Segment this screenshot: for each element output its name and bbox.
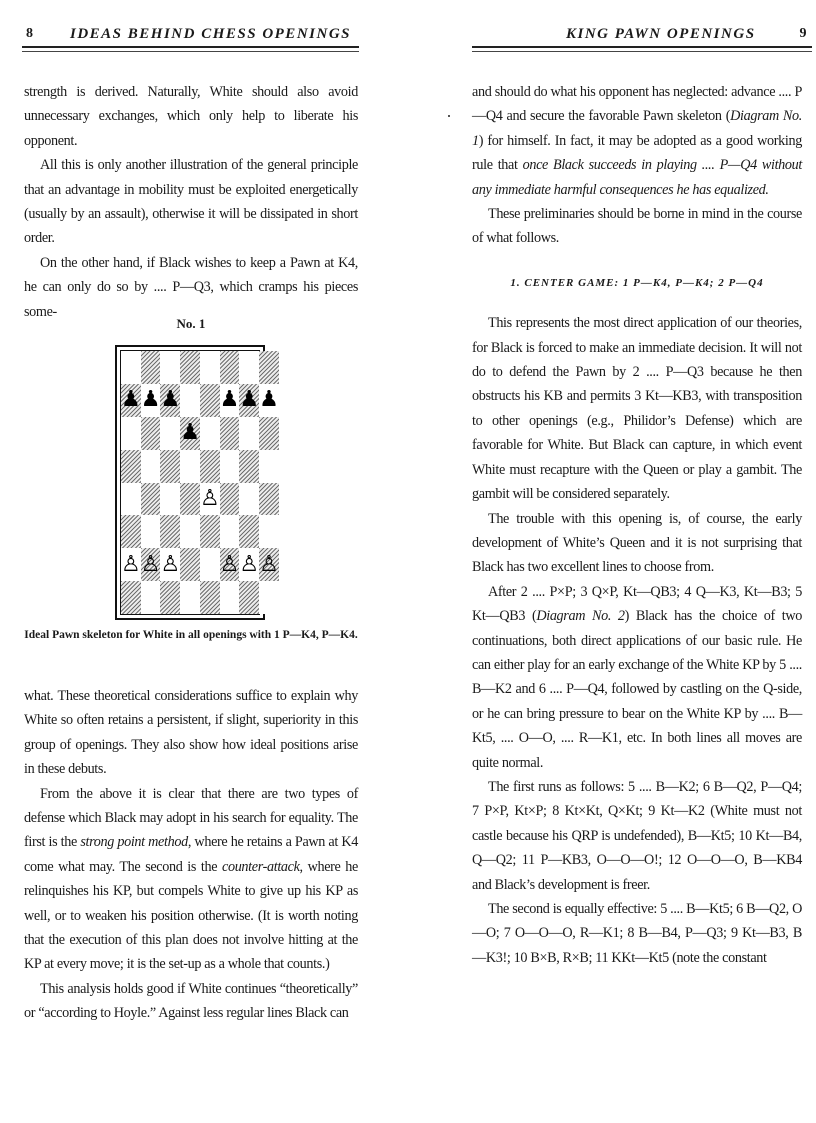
board-square (200, 483, 220, 516)
italic-text: counter-attack (222, 858, 300, 875)
board-square (141, 384, 161, 417)
italic-text: strong point method (80, 834, 188, 851)
board-square (259, 384, 279, 417)
board-square (220, 515, 240, 548)
board-square (220, 384, 240, 417)
board-square (180, 384, 200, 417)
white-pawn-icon: ♙ (140, 551, 161, 577)
board-square (121, 351, 141, 384)
board-square (121, 384, 141, 417)
board-square (239, 581, 259, 614)
paragraph: On the other hand, if Black wishes to keep a Pawn at K4, he can only do so by .... P—Q3, which cramps his pieces some- (24, 254, 358, 320)
board-square (259, 450, 279, 483)
paragraph (472, 202, 802, 251)
board-square (220, 581, 240, 614)
board-square (200, 351, 220, 384)
white-pawn-icon: ♙ (160, 551, 181, 577)
board-square (259, 351, 279, 384)
running-head-title: IDEAS BEHIND CHESS OPENINGS (70, 26, 351, 42)
running-head (22, 24, 359, 48)
board-square (200, 384, 220, 417)
paragraph-group (472, 80, 802, 251)
board-square (239, 384, 259, 417)
text-run: The trouble with this opening is, of course, the early development of White’s Queen and it is not surprising that Black has two excellent lines to choose from. (472, 510, 802, 576)
paragraph (472, 507, 802, 580)
board-square (180, 581, 200, 614)
board-square (220, 483, 240, 516)
text-run: , where he retains a Pawn at K4 come what may. The second is the (24, 834, 358, 875)
text-run: From the above it is clear that there are two types of defense which Black may adopt in his search for equality. The first is the (24, 785, 358, 851)
paragraph (24, 782, 358, 977)
board-square (200, 581, 220, 614)
board-square (239, 417, 259, 450)
black-pawn-icon: ♟ (121, 387, 141, 413)
board-square (239, 548, 259, 581)
board-square (160, 384, 180, 417)
board-square (121, 515, 141, 548)
board-square (259, 417, 279, 450)
italic-text: Diagram No. 2 (536, 608, 625, 625)
paragraph (24, 977, 358, 1026)
white-pawn-icon: ♙ (239, 551, 260, 577)
board-square (141, 515, 161, 548)
board-square (121, 483, 141, 516)
section-heading: 1. CENTER GAME: 1 P—K4, P—K4; 2 P—Q4 (510, 276, 764, 289)
diagram-caption: Ideal Pawn skeleton for White in all openings with 1 P—K4, P—K4. (24, 629, 358, 641)
board-square (160, 515, 180, 548)
body-text-bottom (24, 684, 358, 1026)
board-square (121, 417, 141, 450)
text-run: The first runs as follows: 5 .... B—K2; 6 B—Q2, P—Q4; 7 P×P, Kt×P; 8 Kt×Kt, Q×Kt; 9 Kt—K2 (White must not castle because his QRP is undefended), B—Kt5; 10 Kt—B4, Q—Q2; 11 P—KB3, O—O—O!; 12 O—O—O, B—KB4 and Black’s development is freer. (472, 778, 802, 893)
board-square (160, 483, 180, 516)
paragraph: strength is derived. Naturally, White should also avoid unnecessary exchanges, which only help to liberate his opponent. (24, 84, 358, 149)
board-square (141, 417, 161, 450)
paragraph (472, 897, 802, 970)
board-square (220, 548, 240, 581)
board-square (180, 417, 200, 450)
board-square (239, 351, 259, 384)
chess-board (120, 350, 279, 615)
board-square (160, 351, 180, 384)
board-square (160, 417, 180, 450)
chess-diagram (115, 345, 279, 620)
board-square (259, 581, 279, 614)
text-run: ) Black has the choice of two continuations, both direct applications of our basic rule. He can either play for an early exchange of the White KP by 5 .... B—K2 and 6 .... P—Q4, followed by castling on the Q-side, or he can bring pressure to bear on the White KP by .... B—Kt5, .... O—O, .... R—K1, etc. In both lines all moves are quite normal. (472, 608, 802, 771)
text-run: The second is equally effective: 5 .... B—Kt5; 6 B—Q2, O—O; 7 O—O—O, R—K1; 8 B—B4, P—Q3; 9 Kt—B3, B—K3!; 10 B×B, R×B; 11 KKt—Kt5 (note the constant (472, 901, 802, 966)
board-square (259, 483, 279, 516)
paragraph-group (472, 311, 802, 970)
italic-text: Diagram No. 1 (472, 108, 802, 149)
paragraph (472, 775, 802, 897)
board-square (200, 450, 220, 483)
black-pawn-icon: ♟ (140, 387, 161, 413)
white-pawn-icon: ♙ (219, 551, 240, 577)
text-run: what. These theoretical considerations suffice to explain why White so often retains a persistent, if slight, superiority in this group of openings. They also show how ideal positions arise in these debuts. (24, 688, 358, 778)
page-number: 8 (26, 26, 35, 41)
board-square (121, 548, 141, 581)
diagram-label: No. 1 (176, 316, 206, 331)
board-square (200, 515, 220, 548)
board-square (180, 483, 200, 516)
black-pawn-icon: ♟ (160, 387, 181, 413)
white-pawn-icon: ♙ (199, 485, 220, 511)
white-pawn-icon: ♙ (121, 551, 141, 577)
text-run: After 2 .... P×P; 3 Q×P, Kt—QB3; 4 Q—K3, Kt—B3; 5 Kt—QB3 ( (472, 583, 802, 625)
board-square (180, 515, 200, 548)
white-pawn-icon: ♙ (259, 551, 279, 577)
black-pawn-icon: ♟ (239, 387, 260, 413)
board-square (141, 581, 161, 614)
board-square (180, 351, 200, 384)
board-square (220, 351, 240, 384)
running-head (472, 24, 812, 48)
page-number: 9 (799, 26, 808, 41)
board-square (160, 548, 180, 581)
black-pawn-icon: ♟ (180, 420, 200, 446)
text-run: These preliminaries should be borne in mind in the course of what follows. (472, 206, 802, 247)
paragraph (472, 580, 802, 775)
board-square (259, 515, 279, 548)
text-run: This analysis holds good if White continues “theoretically” or “according to Hoyle.” Against less regular lines Black can (24, 980, 358, 1022)
paragraph (472, 80, 802, 202)
board-square (239, 515, 259, 548)
text-run: ) for himself. In fact, it may be adopted as a good working rule that (472, 132, 802, 174)
text-run: , where he relinquishes his KP, but compels White to give up his KP as well, or to weaken his position otherwise. (It is worth noting that the execution of this plan does not involve hitting at the KP at every move; it is the set-up as a whole that counts.) (24, 858, 358, 973)
italic-text: once Black succeeds in playing .... P—Q4 without any immediate harmful consequences he has equalized. (472, 157, 802, 198)
text-run: This represents the most direct application of our theories, for Black is forced to make an immediate decision. It will not do to defend the Pawn by 2 .... P—Q3 because he then obstructs his KB and permits 3 Kt—KB3, with transposition to other openings (e.g., Philidor’s Defense) which are favorable for White. But Black can capture, in which event White must recapture with the Queen or play a gambit. The gambit will be considered separately. (472, 315, 802, 503)
board-square (141, 548, 161, 581)
paragraph (472, 311, 802, 506)
board-square (200, 417, 220, 450)
board-square (141, 483, 161, 516)
board-square (220, 450, 240, 483)
board-square (121, 581, 141, 614)
text-run: and should do what his opponent has neglected: advance .... P—Q4 and secure the favorable Pawn skeleton ( (472, 84, 802, 125)
paragraph: All this is only another illustration of the general principle that an advantage in mobility must be exploited energetically (usually by an assault), otherwise it will be dissipated in short order. (24, 157, 358, 247)
right-page (408, 0, 816, 1123)
board-square (141, 351, 161, 384)
running-head-title: KING PAWN OPENINGS (566, 26, 756, 42)
board-square (239, 483, 259, 516)
board-square (200, 548, 220, 581)
body-text-top (24, 80, 358, 324)
board-square (180, 548, 200, 581)
board-square (160, 581, 180, 614)
black-pawn-icon: ♟ (219, 387, 240, 413)
paragraph (24, 684, 358, 782)
board-square (180, 450, 200, 483)
board-square (141, 450, 161, 483)
board-square (121, 450, 141, 483)
board-square (259, 548, 279, 581)
board-square (239, 450, 259, 483)
board-square (160, 450, 180, 483)
body-text (472, 80, 802, 970)
board-square (220, 417, 240, 450)
black-pawn-icon: ♟ (259, 387, 279, 413)
